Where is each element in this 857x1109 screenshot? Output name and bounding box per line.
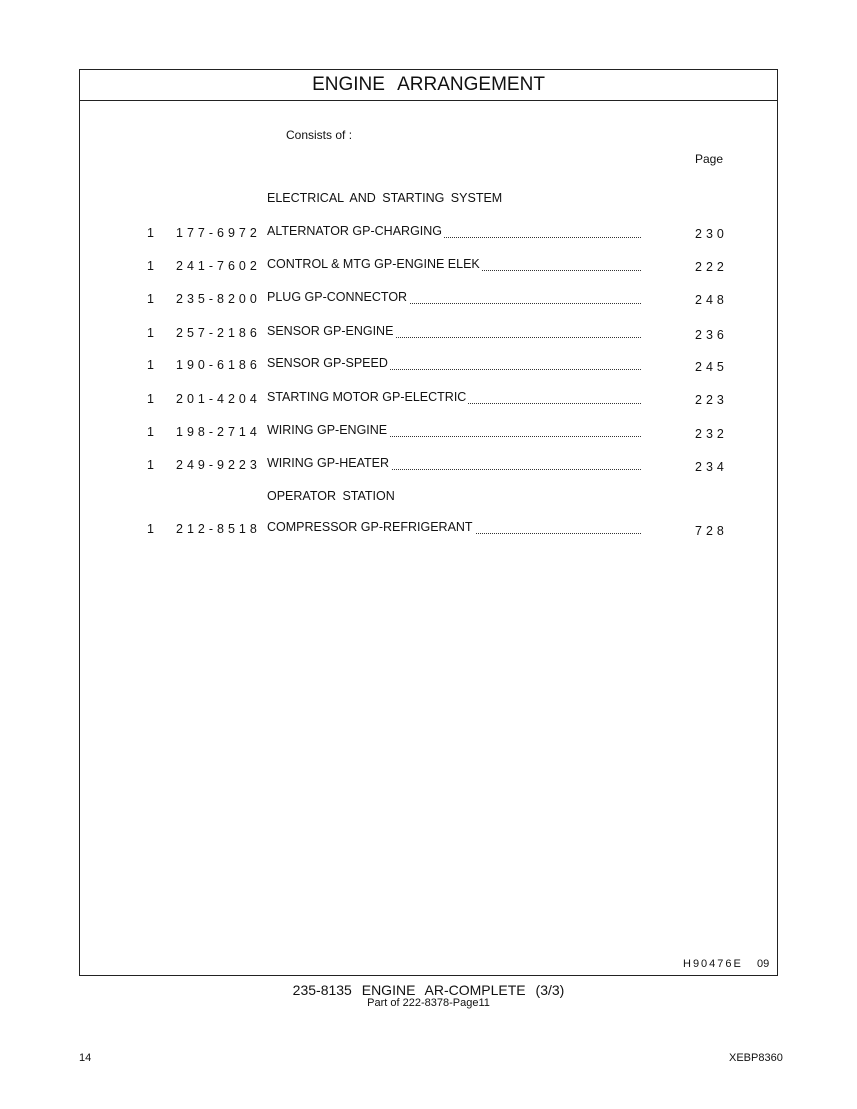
item-part-number: 177-6972 (176, 226, 261, 240)
item-qty: 1 (147, 326, 154, 340)
item-qty: 1 (147, 226, 154, 240)
item-qty: 1 (147, 358, 154, 372)
footer-title: 235-8135 ENGINE AR-COMPLETE (3/3) (292, 982, 565, 998)
item-description: SENSOR GP-ENGINE (267, 324, 641, 340)
page-title: ENGINE ARRANGEMENT (80, 70, 777, 101)
consists-of-label: Consists of : (286, 128, 353, 142)
item-qty: 1 (147, 425, 154, 439)
item-page: 223 (695, 393, 728, 407)
item-description: WIRING GP-ENGINE (267, 423, 641, 439)
item-description: SENSOR GP-SPEED (267, 356, 641, 372)
item-page: 245 (695, 360, 728, 374)
section-heading-operator: OPERATOR STATION (267, 489, 395, 503)
item-page: 232 (695, 427, 728, 441)
item-description: COMPRESSOR GP-REFRIGERANT (267, 520, 641, 536)
illustration-number: 09 (757, 958, 770, 970)
item-description: ALTERNATOR GP-CHARGING (267, 224, 641, 240)
footer-subtitle: Part of 222-8378-Page11 (367, 997, 490, 1009)
document-id: XEBP8360 (729, 1052, 783, 1064)
item-part-number: 198-2714 (176, 425, 261, 439)
section-heading-electrical: ELECTRICAL AND STARTING SYSTEM (267, 191, 503, 205)
item-part-number: 249-9223 (176, 458, 261, 472)
item-part-number: 235-8200 (176, 292, 261, 306)
item-description: WIRING GP-HEATER (267, 456, 641, 472)
item-description: STARTING MOTOR GP-ELECTRIC (267, 390, 641, 406)
illustration-code: H90476E (683, 958, 743, 970)
item-description: CONTROL & MTG GP-ENGINE ELEK (267, 257, 641, 273)
item-qty: 1 (147, 458, 154, 472)
item-part-number: 212-8518 (176, 522, 261, 536)
item-qty: 1 (147, 259, 154, 273)
page-number: 14 (79, 1052, 92, 1064)
item-part-number: 257-2186 (176, 326, 261, 340)
item-page: 248 (695, 293, 728, 307)
item-part-number: 241-7602 (176, 259, 261, 273)
item-page: 222 (695, 260, 728, 274)
item-description: PLUG GP-CONNECTOR (267, 290, 641, 306)
item-page: 230 (695, 227, 728, 241)
item-qty: 1 (147, 392, 154, 406)
item-qty: 1 (147, 522, 154, 536)
item-page: 236 (695, 328, 728, 342)
item-page: 234 (695, 460, 728, 474)
item-qty: 1 (147, 292, 154, 306)
item-part-number: 201-4204 (176, 392, 261, 406)
page-column-header: Page (695, 152, 724, 166)
item-page: 728 (695, 524, 728, 538)
item-part-number: 190-6186 (176, 358, 261, 372)
